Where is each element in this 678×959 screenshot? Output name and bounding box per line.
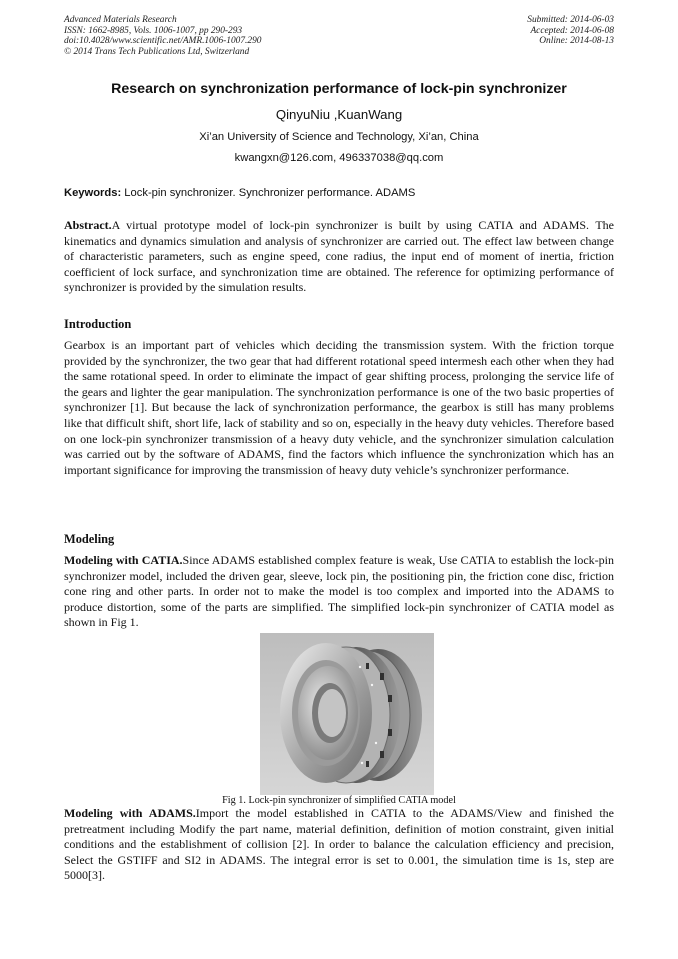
online-date: Online: 2014-08-13	[539, 36, 614, 47]
introduction-text: Gearbox is an important part of vehicles which deciding the transmission system. With the friction torque provided by the synchronizer, the two gear that had different rotational speed intermesh each other when they had the same rotational speed. In order to eliminate the impact of gear shifting process, prolonging the service life of the gears and lighter the gear manipulation. The synchronization performance is one of the two basic properties of synchronizer [1]. But because the lack of synchronization performance, the gearbox is still has many problems like that difficult shift, short life, lack of stability and so on, especially in the heavy duty vehicles. Therefore based on one lock-pin synchronizer transmission of a heavy duty vehicle, and the synchronizer simulation calculation was carried out by the software of ADAMS, find the factors which influence the synchronization which has an important significance for improving the transmission of heavy duty vehicle’s synchronizer performance.	[64, 338, 614, 477]
affiliation: Xi’an University of Science and Technology, Xi’an, China	[199, 131, 479, 143]
publication-dates	[527, 15, 614, 47]
journal-info	[64, 15, 261, 57]
issn-line: ISSN: 1662-8985, Vols. 1006-1007, pp 290-293	[64, 25, 243, 36]
journal-name: Advanced Materials Research	[64, 15, 177, 25]
author-emails[interactable]: kwangxn@126.com, 496337038@qq.com	[234, 152, 444, 164]
figure-caption: Fig 1. Lock-pin synchronizer of simplified CATIA model	[222, 795, 456, 806]
synchronizer-render	[260, 633, 434, 795]
submitted-date: Submitted: 2014-06-03	[527, 15, 614, 25]
modeling-catia-text: Since ADAMS established complex feature is weak, Use CATIA to establish the lock-pin synchronizer model, included the driven gear, sleeve, lock pin, the positioning pin, the friction cone disc, friction cone ring and other parts. In order not to make the model is too complex and imported into the ADAMS to produce distortion, some of the parts are simplified. The simplified lock-pin synchronizer of CATIA model as shown in Fig 1.	[64, 553, 614, 630]
abstract-label: Abstract.	[64, 218, 112, 232]
accepted-date: Accepted: 2014-06-08	[530, 25, 614, 36]
doi-line[interactable]: doi:10.4028/www.scientific.net/AMR.1006-1007.290	[64, 36, 262, 47]
keywords-label: Keywords:	[64, 187, 122, 199]
copyright-line: © 2014 Trans Tech Publications Ltd, Switzerland	[64, 46, 250, 57]
abstract	[64, 218, 614, 296]
keywords	[64, 187, 614, 199]
figure-synchronizer-model	[260, 633, 434, 795]
modeling-heading: Modeling	[64, 532, 115, 546]
modeling-catia-label: Modeling with CATIA.	[64, 553, 183, 567]
modeling-adams-label: Modeling with ADAMS.	[64, 806, 196, 820]
modeling-adams-paragraph	[64, 806, 614, 884]
introduction-heading: Introduction	[64, 317, 132, 331]
modeling-adams-text: Import the model established in CATIA to the ADAMS/View and finished the pretreatment including Modify the part name, material definition, definition of motion constraint, given initial conditions and the establishment of collision [2]. In order to balance the calculation efficiency and precision, Select the GSTIFF and SI2 in ADAMS. The integral error is set to 0.001, the simulation time is 1s, step are 5000[3].	[64, 806, 614, 883]
keywords-text: Lock-pin synchronizer. Synchronizer performance. ADAMS	[121, 187, 416, 199]
paper-title: Research on synchronization performance of lock-pin synchronizer	[111, 81, 567, 97]
modeling-catia-paragraph	[64, 553, 614, 631]
abstract-text: A virtual prototype model of lock-pin synchronizer is built by using CATIA and ADAMS. The kinematics and dynamics simulation and analysis of synchronizer are carried out. The effect law between change of characteristic parameters, such as engine speed, cone radius, the input end of moment of inertia, friction coefficient of lock surface, and synchronization time are obtained. The reference for optimizing performance of synchronizer is provided by the simulation results.	[64, 218, 614, 295]
authors: QinyuNiu ,KuanWang	[275, 107, 403, 122]
